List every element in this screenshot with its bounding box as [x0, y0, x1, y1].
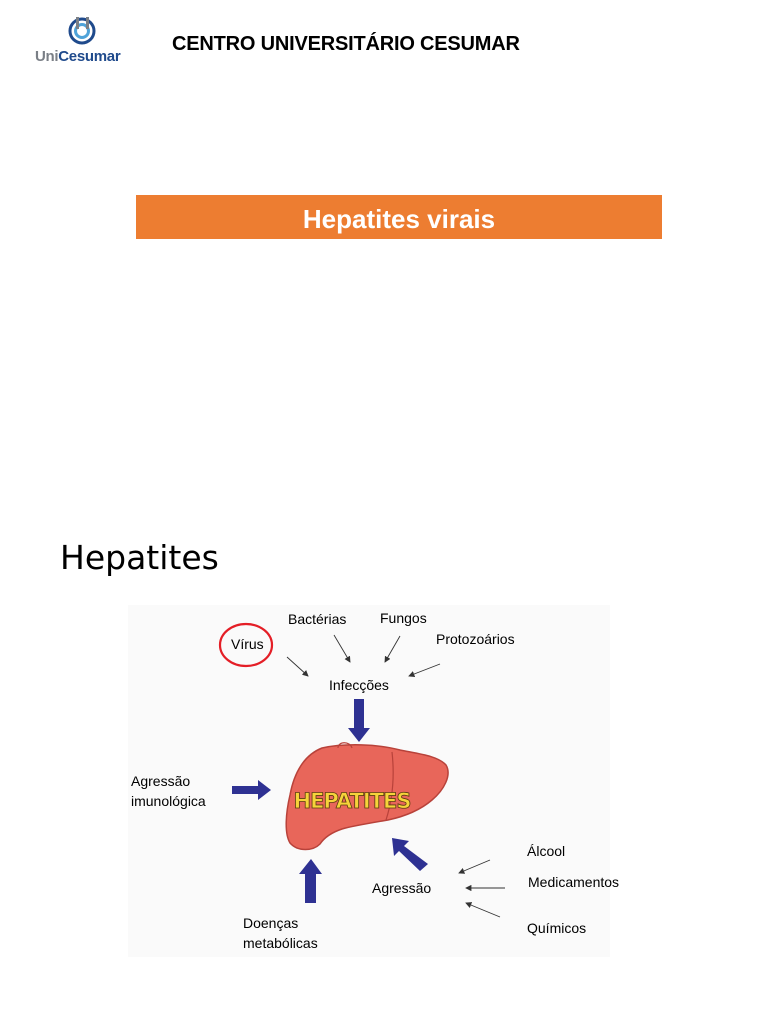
label-infeccoes: Infecções — [329, 677, 389, 693]
section-title: Hepatites — [60, 538, 219, 577]
label-protozoarios: Protozoários — [436, 631, 515, 647]
arrow-alcool — [459, 860, 490, 873]
arrow-fungos — [385, 636, 400, 662]
label-doencas-2: metabólicas — [243, 935, 318, 951]
label-agressao-imunologica-2: imunológica — [131, 793, 206, 809]
label-bacterias: Bactérias — [288, 611, 347, 627]
page-title-banner: Hepatites virais — [136, 195, 662, 239]
label-medicamentos: Medicamentos — [528, 874, 620, 890]
label-virus: Vírus — [231, 636, 264, 652]
arrow-doencas-up — [299, 859, 322, 903]
liver-center-label: HEPATITES — [293, 789, 411, 813]
arrow-infeccoes-down — [348, 699, 370, 742]
label-agressao: Agressão — [372, 880, 432, 896]
label-agressao-imunologica-1: Agressão — [131, 773, 191, 789]
arrow-agressao-imuno — [232, 780, 271, 800]
label-quimicos: Químicos — [527, 920, 587, 936]
arrow-virus — [287, 657, 308, 676]
arrow-protozoarios — [409, 664, 440, 676]
label-alcool: Álcool — [527, 843, 566, 859]
label-fungos: Fungos — [380, 610, 427, 626]
label-doencas-1: Doenças — [243, 915, 299, 931]
logo-wordmark: UniCesumar — [35, 48, 121, 65]
arrow-quimicos — [466, 903, 500, 917]
arrow-agressao-up — [392, 838, 428, 871]
institution-name: CENTRO UNIVERSITÁRIO CESUMAR — [172, 33, 520, 55]
arrow-bacterias — [334, 635, 350, 662]
